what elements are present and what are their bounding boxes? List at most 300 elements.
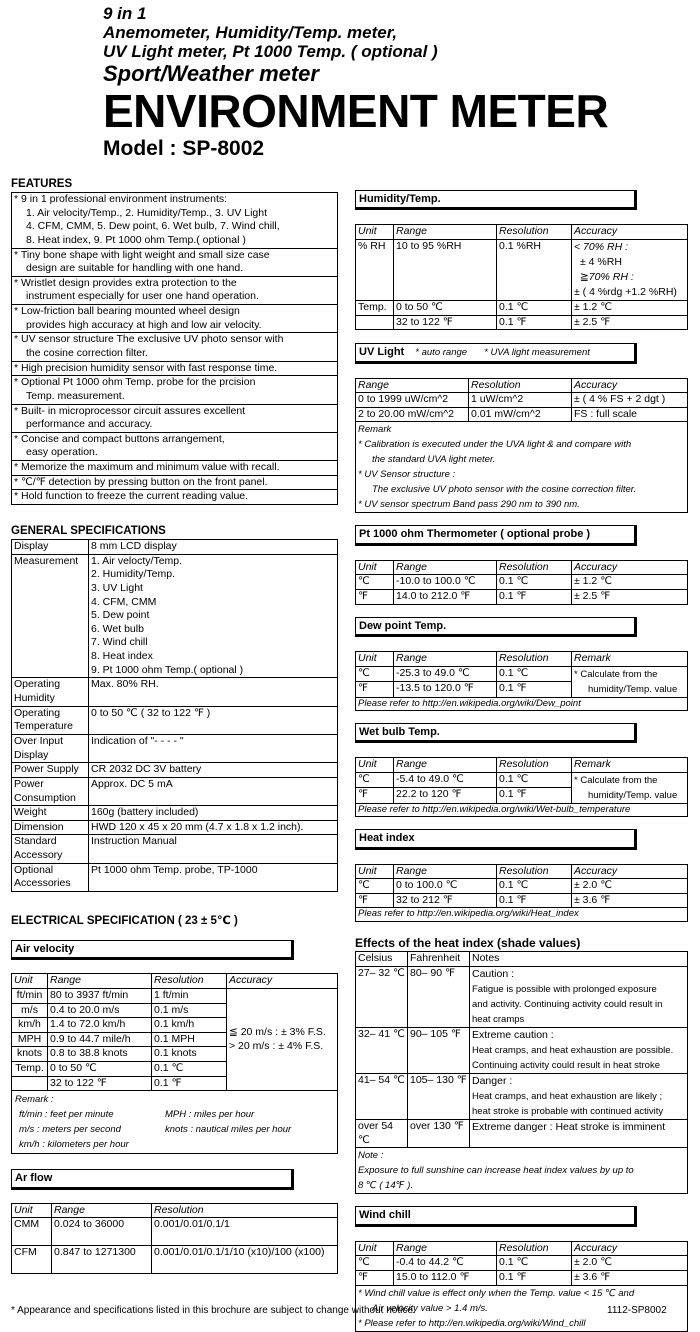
cell: 0 to 100.0 ℃ [394, 879, 497, 894]
col-header: Range [394, 758, 497, 773]
spec-value-line: 1. Air velocty/Temp. [91, 554, 183, 567]
celsius-cell: 27– 32 ℃ [356, 967, 408, 1028]
spec-key: Measurement [12, 554, 89, 678]
note-line: Heat cramps, and heat exhaustion are possible. [472, 1045, 674, 1057]
remark-text: * UV sensor spectrum Band pass 290 nm to 390 nm. [358, 499, 580, 511]
accuracy-cell [227, 988, 338, 1090]
reference-link: Pleas refer to http://en.wikipedia.org/wiki/Heat_index [356, 908, 688, 921]
cell: 0.847 to 1271300 [52, 1246, 152, 1274]
celsius-cell: 41– 54 ℃ [356, 1074, 408, 1120]
cell: 2 to 20.00 mW/cm^2 [356, 407, 469, 422]
reference-link: Please refer to http://en.wikipedia.org/wiki/Wet-bulb_temperature [356, 803, 688, 816]
col-header: Unit [356, 864, 394, 879]
table-row [356, 575, 688, 590]
dew-table [355, 651, 688, 711]
remark-label: Remark : [15, 1094, 54, 1106]
feature-line: * High precision humidity sensor with fast response time. [14, 361, 278, 374]
spec-key: Dimension [12, 820, 89, 835]
col-header: Resolution [497, 758, 572, 773]
effects-title: Effects of the heat index (shade values) [355, 935, 581, 950]
remark-text: humidity/Temp. value [588, 789, 678, 801]
feature-line: 8. Heat index, 9. Pt 1000 ohm Temp.( optional ) [26, 233, 246, 246]
col-header: Accuracy [572, 560, 688, 575]
feature-text [12, 333, 338, 361]
feature-text [12, 276, 338, 304]
feature-text [12, 361, 338, 376]
notes-cell [470, 1028, 688, 1074]
cell: 0 to 50 ℃ [394, 300, 497, 315]
remark-text: ft/min : feet per minute [19, 1109, 114, 1121]
table-row [356, 893, 688, 908]
spec-value-line: 6. Wet bulb [91, 622, 144, 635]
notes-cell [470, 967, 688, 1028]
col-header: Range [394, 225, 497, 240]
spec-value [89, 763, 338, 778]
feature-item [12, 432, 338, 460]
features-heading: FEATURES [11, 178, 73, 190]
cell: ± 2.0 ℃ [572, 879, 688, 894]
accuracy-line: > 20 m/s : ± 4% F.S. [229, 1039, 324, 1052]
cell: 0.1 %RH [497, 239, 572, 300]
cell: 0 to 1999 uW/cm^2 [356, 393, 469, 408]
col-header: Unit [12, 1203, 52, 1218]
feature-item [12, 333, 338, 361]
cell: ± 3.6 ℉ [572, 893, 688, 908]
remark-text: The exclusive UV photo sensor with the cosine correction filter. [372, 484, 637, 496]
cell: ℉ [356, 788, 394, 804]
uv-title [355, 343, 637, 363]
cell: 32 to 122 ℉ [48, 1076, 152, 1091]
spec-row [12, 777, 338, 805]
spec-key: Over Input Display [12, 734, 89, 762]
fahrenheit-cell: 80– 90 ℉ [408, 967, 470, 1028]
col-header: Range [356, 378, 469, 393]
wind-chill-title: Wind chill [355, 1206, 637, 1226]
effects-row [356, 1074, 688, 1120]
col-header: Unit [356, 1241, 394, 1256]
note-line: Heat cramps, and heat exhaustion are likely ; [472, 1091, 663, 1103]
col-header: Remark [572, 652, 688, 667]
spec-value-line: 9. Pt 1000 ohm Temp.( optional ) [91, 663, 244, 676]
col-header: Resolution [497, 1241, 572, 1256]
col-header: Unit [356, 652, 394, 667]
pt1000-table [355, 560, 688, 605]
cell: 32 to 212 ℉ [394, 893, 497, 908]
col-header: Notes [470, 952, 688, 967]
uv-title-text: UV Light [359, 346, 405, 359]
feature-line: 1. Air velocity/Temp., 2. Humidity/Temp., 3. UV Light [26, 206, 268, 219]
col-header: Unit [356, 560, 394, 575]
col-header: Resolution [152, 1203, 338, 1218]
col-header: Accuracy [572, 225, 688, 240]
wet-bulb-table [355, 757, 688, 817]
cell: ± 1.2 ℃ [572, 575, 688, 590]
spec-value [89, 863, 338, 891]
spec-value-line: Pt 1000 ohm Temp. probe, TP-1000 [91, 863, 258, 876]
cell: 1 ft/min [152, 988, 227, 1003]
feature-line: easy operation. [26, 446, 98, 459]
cell: ℉ [356, 1270, 394, 1285]
spec-value-line: 3. UV Light [91, 581, 143, 594]
note-label: Note : [358, 1150, 384, 1162]
cell: 0.1 km/h [152, 1018, 227, 1033]
acc-line: ± ( 4 %rdg +1.2 %RH) [574, 285, 677, 298]
effects-table [355, 951, 688, 1194]
spec-key: Display [12, 539, 89, 554]
header [103, 4, 608, 162]
spec-value-line: 4. CFM, CMM [91, 595, 157, 608]
left-column [11, 177, 338, 1274]
feature-item [12, 305, 338, 333]
col-header: Range [52, 1203, 152, 1218]
col-header: Resolution [152, 974, 227, 989]
col-header: Range [394, 652, 497, 667]
cell: 0.1 ℃ [497, 1256, 572, 1271]
col-header: Accuracy [227, 974, 338, 989]
header-line3: UV Light meter, Pt 1000 Temp. ( optional ) [103, 42, 438, 61]
general-spec-heading: GENERAL SPECIFICATIONS [11, 525, 166, 538]
spec-value-line: 5. Dew point [91, 609, 150, 622]
cell: FS : full scale [572, 407, 688, 422]
col-header: Accuracy [572, 864, 688, 879]
remark-text: * Calculate from the [574, 668, 658, 680]
cell: 0.1 ℉ [497, 590, 572, 605]
note-line: Extreme danger : Heat stroke is imminent [472, 1121, 666, 1134]
remark-text: * Calibration is executed under the UVA light & and compare with [358, 439, 632, 451]
spec-key: Power Consumption [12, 777, 89, 805]
note-line: heat cramps [472, 1014, 525, 1026]
feature-item [12, 475, 338, 490]
cell: 0.1 ℉ [497, 893, 572, 908]
feature-line: 4. CFM, CMM, 5. Dew point, 6. Wet bulb, 7. Wind chill, [26, 220, 280, 233]
cell: ℃ [356, 575, 394, 590]
feature-line: performance and accuracy. [26, 418, 153, 431]
spec-value-line: 2. Humidity/Temp. [91, 568, 176, 581]
cell: 0.001/0.01/0.1/1 [152, 1218, 338, 1246]
page-title: ENVIRONMENT METER [103, 85, 609, 137]
col-header: Resolution [497, 864, 572, 879]
col-header: Accuracy [572, 378, 688, 393]
spec-key: Power Supply [12, 763, 89, 778]
remark-text: * Calculate from the [574, 774, 658, 786]
spec-value-line: Approx. DC 5 mA [91, 777, 173, 790]
spec-value-line: 8 mm LCD display [91, 539, 177, 552]
cell: -10.0 to 100.0 ℃ [394, 575, 497, 590]
pt1000-title: Pt 1000 ohm Thermometer ( optional probe ) [355, 525, 637, 545]
spec-row [12, 554, 338, 678]
feature-line: * Concise and compact buttons arrangement, [14, 432, 225, 445]
feature-text [12, 490, 338, 505]
note-line: Continuing activity could result in heat stroke [472, 1060, 660, 1072]
cell: ℃ [356, 666, 394, 682]
table-row [12, 1246, 338, 1274]
feature-item [12, 404, 338, 432]
spec-value [89, 706, 338, 734]
electrical-spec-heading: ELECTRICAL SPECIFICATION ( 23 ± 5℃ ) [11, 914, 238, 927]
uv-remark [356, 422, 688, 513]
spec-value-line: 8. Heat index [91, 650, 153, 663]
celsius-cell: over 54 ℃ [356, 1120, 408, 1148]
cell: -13.5 to 120.0 ℉ [394, 682, 497, 698]
feature-item [12, 192, 338, 248]
ar-flow-title: Ar flow [11, 1169, 294, 1189]
remark-text: humidity/Temp. value [588, 683, 678, 695]
cell: ± 2.0 ℃ [572, 1256, 688, 1271]
spec-key: Weight [12, 806, 89, 821]
cell: ℃ [356, 772, 394, 788]
cell: Temp. [12, 1062, 48, 1077]
feature-line: * Built- in microprocessor circuit assures excellent [14, 404, 246, 417]
air-velocity-title: Air velocity [11, 940, 294, 960]
cell: 0.1 knots [152, 1047, 227, 1062]
table-row [356, 1270, 688, 1285]
cell: 0.1 ℉ [497, 1270, 572, 1285]
feature-line: design are suitable for handling with one hand. [26, 262, 244, 275]
feature-line: Temp. measurement. [26, 389, 125, 402]
cell: 15.0 to 112.0 ℉ [394, 1270, 497, 1285]
spec-value-line: 160g (battery included) [91, 806, 199, 819]
col-header: Resolution [497, 225, 572, 240]
uv-table [355, 378, 688, 514]
effects-note [356, 1148, 688, 1194]
cell: 0.1 m/s [152, 1003, 227, 1018]
col-header: Celsius [356, 952, 408, 967]
heat-index-table [355, 864, 688, 922]
col-header: Range [394, 864, 497, 879]
cell: 14.0 to 212.0 ℉ [394, 590, 497, 605]
dew-title: Dew point Temp. [355, 617, 637, 637]
col-header: Accuracy [572, 1241, 688, 1256]
feature-line: * Optional Pt 1000 ohm Temp. probe for the prcision [14, 376, 256, 389]
spec-key: Operating Humidity [12, 678, 89, 706]
spec-value [89, 539, 338, 554]
spec-key: Standard Accessory [12, 835, 89, 863]
fahrenheit-cell: 90– 105 ℉ [408, 1028, 470, 1074]
cell: km/h [12, 1018, 48, 1033]
table-row [12, 988, 338, 1003]
note-line: and activity. Continuing activity could result in [472, 999, 663, 1011]
notes-cell [470, 1120, 688, 1148]
table-row [356, 879, 688, 894]
cell: ft/min [12, 988, 48, 1003]
acc-line: ± 4 %RH [580, 255, 622, 268]
col-header: Resolution [497, 652, 572, 667]
table-row [356, 590, 688, 605]
cell: ± 2.5 ℉ [572, 590, 688, 605]
spec-row [12, 678, 338, 706]
cell: 80 to 3937 ft/min [48, 988, 152, 1003]
remark-text: the standard UVA light meter. [372, 454, 496, 466]
cell: -0.4 to 44.2 ℃ [394, 1256, 497, 1271]
remark-label: Remark [358, 424, 392, 436]
cell: 0.1 ℉ [152, 1076, 227, 1091]
spec-value-line: Indication of "- - - - " [91, 734, 184, 747]
cell: 0.4 to 20.0 m/s [48, 1003, 152, 1018]
spec-value [89, 806, 338, 821]
uv-note: * auto range [415, 347, 468, 359]
effects-row [356, 967, 688, 1028]
cell: 0.1 ℃ [497, 879, 572, 894]
feature-text [12, 376, 338, 404]
col-header: Range [394, 1241, 497, 1256]
cell: 0.1 ℃ [152, 1062, 227, 1077]
cell: MPH [12, 1032, 48, 1047]
accuracy-line: ≦ 20 m/s : ± 3% F.S. [229, 1025, 326, 1038]
fahrenheit-cell: 105– 130 ℉ [408, 1074, 470, 1120]
cell: 0.1 ℉ [497, 788, 572, 804]
col-header: Unit [12, 974, 48, 989]
feature-text [12, 432, 338, 460]
cell: 32 to 122 ℉ [394, 315, 497, 330]
cell: % RH [356, 239, 394, 300]
feature-item [12, 361, 338, 376]
cell: 22.2 to 120 ℉ [394, 788, 497, 804]
cell: 0.024 to 36000 [52, 1218, 152, 1246]
cell: -5.4 to 49.0 ℃ [394, 772, 497, 788]
remark-text: knots : nautical miles per hour [165, 1124, 292, 1136]
cell: 0.1 ℃ [497, 666, 572, 682]
remark-text: * UV Sensor structure : [358, 469, 456, 481]
cell: CFM [12, 1246, 52, 1274]
model-number: Model : SP-8002 [103, 137, 265, 160]
col-header: Remark [572, 758, 688, 773]
note-text: Exposure to full sunshine can increase heat index values by up to [358, 1165, 634, 1177]
note-text: Air velocity value > 1.4 m/s. [372, 1302, 488, 1314]
air-velocity-remark [11, 1091, 338, 1154]
feature-text [12, 475, 338, 490]
feature-line: * UV sensor structure The exclusive UV photo sensor with [14, 333, 284, 346]
fahrenheit-cell: over 130 ℉ [408, 1120, 470, 1148]
cell [572, 772, 688, 803]
cell: 0.1 ℃ [497, 772, 572, 788]
note-text: 8 ℃ ( 14℉ ). [358, 1180, 414, 1192]
feature-line: * Wristlet design provides extra protection to the [14, 276, 237, 289]
feature-text [12, 248, 338, 276]
wet-bulb-title: Wet bulb Temp. [355, 723, 637, 743]
note-line: Extreme caution : [472, 1029, 554, 1042]
acc-line: < 70% RH : [574, 240, 628, 253]
cell: knots [12, 1047, 48, 1062]
cell [356, 315, 394, 330]
wind-chill-table [355, 1241, 688, 1332]
cell: Temp. [356, 300, 394, 315]
cell: ± ( 4 % FS + 2 dgt ) [572, 393, 688, 408]
feature-line: provides high accuracy at high and low air velocity. [26, 318, 262, 331]
cell: ± 3.6 ℉ [572, 1270, 688, 1285]
spec-value-line: HWD 120 x 45 x 20 mm (4.7 x 1.8 x 1.2 inch). [91, 820, 304, 833]
feature-line: * Hold function to freeze the current reading value. [14, 490, 249, 503]
spec-value [89, 835, 338, 863]
feature-line: instrument especially for user one hand operation. [26, 290, 259, 303]
table-row [12, 1218, 338, 1246]
feature-item [12, 461, 338, 476]
spec-key: Operating Temperature [12, 706, 89, 734]
feature-text [12, 192, 338, 248]
feature-text [12, 305, 338, 333]
col-header: Range [394, 560, 497, 575]
general-spec-table [11, 539, 338, 892]
feature-item [12, 276, 338, 304]
spec-row [12, 835, 338, 863]
effects-row [356, 1028, 688, 1074]
spec-value-line: Max. 80% RH. [91, 678, 159, 691]
spec-value-line: 0 to 50 ℃ ( 32 to 122 ℉ ) [91, 706, 211, 719]
table-row [356, 1256, 688, 1271]
cell: ℉ [356, 590, 394, 605]
col-header: Unit [356, 225, 394, 240]
cell: 0.1 MPH [152, 1032, 227, 1047]
spec-row [12, 539, 338, 554]
note-line: heat stroke is probable with continued activity [472, 1106, 664, 1118]
spec-row [12, 734, 338, 762]
air-velocity-table [11, 973, 338, 1091]
feature-item [12, 248, 338, 276]
note-line: Caution : [472, 968, 515, 981]
cell: 0.1 ℃ [497, 300, 572, 315]
cell: 0.1 ℉ [497, 682, 572, 698]
cell: 10 to 95 %RH [394, 239, 497, 300]
note-line: Fatigue is possible with prolonged exposure [472, 984, 657, 996]
cell: ± 2.5 ℉ [572, 315, 688, 330]
remark-text: m/s : meters per second [19, 1124, 121, 1136]
note-line: Danger : [472, 1075, 513, 1088]
note-text: * Please refer to http://en.wikipedia.org/wiki/Wind_chill [358, 1317, 586, 1329]
header-line1: 9 in 1 [103, 4, 147, 23]
spec-value [89, 678, 338, 706]
spec-row [12, 806, 338, 821]
col-header: Resolution [469, 378, 572, 393]
feature-line: * Memorize the maximum and minimum value with recall. [14, 461, 280, 474]
acc-line: ≧70% RH : [580, 270, 634, 283]
cell: ℉ [356, 893, 394, 908]
cell: 0 to 50 ℃ [48, 1062, 152, 1077]
remark-text: MPH : miles per hour [165, 1109, 255, 1121]
spec-value [89, 734, 338, 762]
heat-index-title: Heat index [355, 829, 637, 849]
cell: 1 uW/cm^2 [469, 393, 572, 408]
feature-line: * Low-friction ball bearing mounted wheel design [14, 305, 240, 318]
cell: ℃ [356, 879, 394, 894]
cell: m/s [12, 1003, 48, 1018]
col-header: Unit [356, 758, 394, 773]
spec-row [12, 863, 338, 891]
cell [12, 1076, 48, 1091]
humidity-title: Humidity/Temp. [355, 190, 637, 210]
footer-code: 1112-SP8002 [607, 1305, 667, 1316]
feature-text [12, 461, 338, 476]
feature-text [12, 404, 338, 432]
cell: 1.4 to 72.0 km/h [48, 1018, 152, 1033]
spec-value-line: Instruction Manual [91, 835, 177, 848]
spec-row [12, 763, 338, 778]
feature-line: * ℃/℉ detection by pressing button on the front panel. [14, 475, 268, 488]
cell: 0.9 to 44.7 mile/h [48, 1032, 152, 1047]
features-table [11, 192, 338, 505]
uv-note: * UVA light measurement [484, 347, 590, 359]
humidity-table [355, 224, 688, 330]
reference-link: Please refer to http://en.wikipedia.org/wiki/Dew_point [356, 697, 688, 710]
celsius-cell: 32– 41 ℃ [356, 1028, 408, 1074]
col-header: Range [48, 974, 152, 989]
footer-disclaimer: * Appearance and specifications listed in this brochure are subject to change without notice. [11, 1305, 416, 1316]
col-header: Resolution [497, 560, 572, 575]
remark-text: km/h : kilometers per hour [19, 1139, 129, 1151]
spec-value [89, 777, 338, 805]
cell: 0.001/0.01/0.1/1/10 (x10)/100 (x100) [152, 1246, 338, 1274]
feature-line: the cosine correction filter. [26, 346, 148, 359]
spec-value-line: CR 2032 DC 3V battery [91, 763, 202, 776]
note-text: * Wind chill value is effect only when the Temp. value < 15 ℃ and [358, 1287, 635, 1299]
